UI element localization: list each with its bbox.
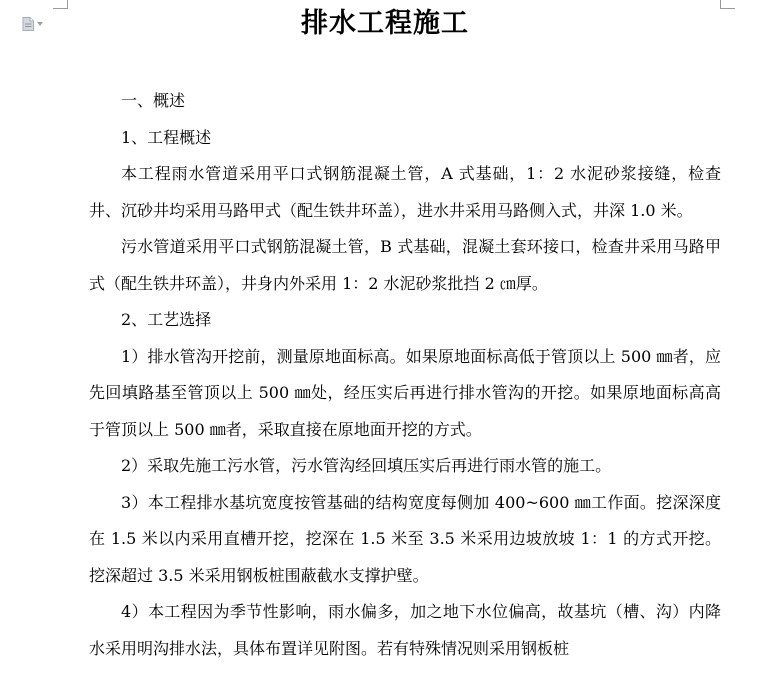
document-title: 排水工程施工 <box>301 8 469 39</box>
body-paragraph: 2）采取先施工污水管，污水管沟经回填压实后再进行雨水管的施工。 <box>121 456 612 475</box>
document-body <box>89 83 721 667</box>
section-heading: 一、概述 <box>121 91 186 110</box>
body-paragraph: 本工程雨水管道采用平口式钢筋混凝土管，A 式基础，1：2 水泥砂浆接缝，检查井、沉砂井均采用马路甲式（配生铁井环盖），进水井采用马路侧入式，井深 1.0 米。 <box>89 164 721 220</box>
body-paragraph: 4）本工程因为季节性影响，雨水偏多，加之地下水位偏高，故基坑（槽、沟）内降水采用明沟排水法，具体布置详见附图。若有特殊情况则采用钢板桩 <box>89 602 721 658</box>
subsection-heading: 1、工程概述 <box>121 127 212 147</box>
body-paragraph: 3）本工程排水基坑宽度按管基础的结构宽度每侧加 400~600 ㎜工作面。挖深深度在 1.5 米以内采用直槽开挖，挖深在 1.5 米至 3.5 米采用边坡放坡 1：1 的方式开挖。挖深超过 3.5 米采用钢板桩围蔽截水支撑护壁。 <box>89 492 721 585</box>
body-paragraph: 污水管道采用平口式钢筋混凝土管，B 式基础，混凝土套环接口，检查井采用马路甲式（配生铁井环盖），井身内外采用 1：2 水泥砂浆批挡 2 ㎝厚。 <box>89 237 721 293</box>
subsection-heading: 2、工艺选择 <box>121 310 212 329</box>
body-paragraph: 1）排水管沟开挖前，测量原地面标高。如果原地面标高低于管顶以上 500 ㎜者，应先回填路基至管顶以上 500 ㎜处，经压实后再进行排水管沟的开挖。如果原地面标高高于管顶以上 500 ㎜者，采取直接在原地面开挖的方式。 <box>89 346 721 439</box>
